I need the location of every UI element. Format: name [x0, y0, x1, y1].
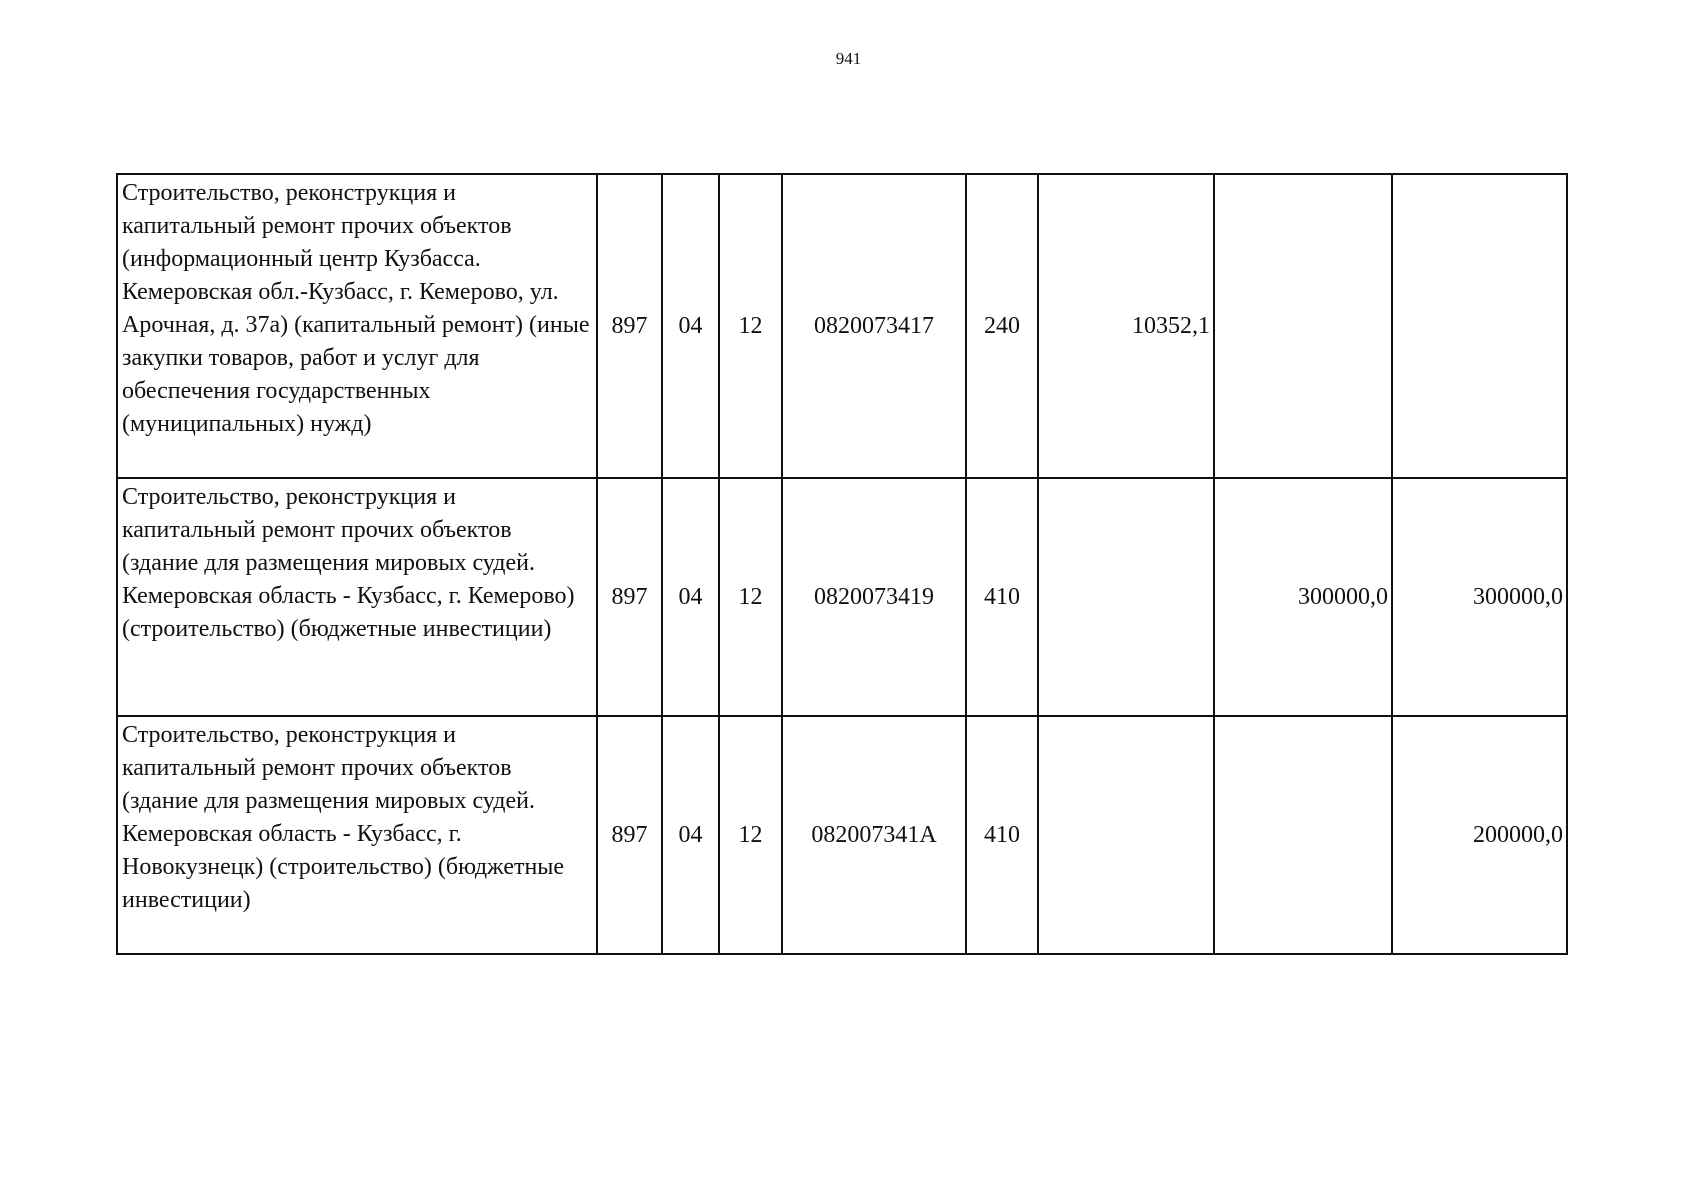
table-row [117, 478, 1567, 716]
page-number: 941 [835, 49, 862, 68]
description-cell: Строительство, реконструкция и капитальный ремонт прочих объектов (здание для размещения мировых судей. Кемеровская область - Кузбасс, г. Новокузнецк) (строительство) (бюджетные инвестиции) [117, 716, 597, 954]
amount-year-3-cell: 200000,0 [1392, 716, 1567, 954]
target-article-cell: 082007341А [782, 716, 966, 954]
subsection-code-cell: 12 [719, 478, 782, 716]
subsection-code-cell: 12 [719, 716, 782, 954]
amount-year-2-cell: 300000,0 [1214, 478, 1392, 716]
section-code-cell: 04 [662, 716, 719, 954]
section-code-cell: 04 [662, 174, 719, 478]
amount-year-3-cell [1392, 174, 1567, 478]
table-row [117, 716, 1567, 954]
ministry-code-cell: 897 [597, 478, 662, 716]
ministry-code-cell: 897 [597, 716, 662, 954]
expense-type-cell: 410 [966, 478, 1038, 716]
subsection-code-cell: 12 [719, 174, 782, 478]
target-article-cell: 0820073417 [782, 174, 966, 478]
section-code-cell: 04 [662, 478, 719, 716]
ministry-code-cell: 897 [597, 174, 662, 478]
expense-type-cell: 240 [966, 174, 1038, 478]
description-cell: Строительство, реконструкция и капитальный ремонт прочих объектов (информационный центр Кузбасса. Кемеровская обл.-Кузбасс, г. Кемерово, ул. Арочная, д. 37а) (капитальный ремонт) (иные закупки товаров, работ и услуг для обеспечения государственных (муниципальных) нужд) [117, 174, 597, 478]
amount-year-1-cell [1038, 478, 1214, 716]
budget-table [116, 173, 1568, 955]
amount-year-2-cell [1214, 716, 1392, 954]
amount-year-1-cell: 10352,1 [1038, 174, 1214, 478]
description-cell: Строительство, реконструкция и капитальный ремонт прочих объектов (здание для размещения мировых судей. Кемеровская область - Кузбасс, г. Кемерово) (строительство) (бюджетные инвестиции) [117, 478, 597, 716]
target-article-cell: 0820073419 [782, 478, 966, 716]
table-row [117, 174, 1567, 478]
amount-year-3-cell: 300000,0 [1392, 478, 1567, 716]
amount-year-1-cell [1038, 716, 1214, 954]
amount-year-2-cell [1214, 174, 1392, 478]
expense-type-cell: 410 [966, 716, 1038, 954]
